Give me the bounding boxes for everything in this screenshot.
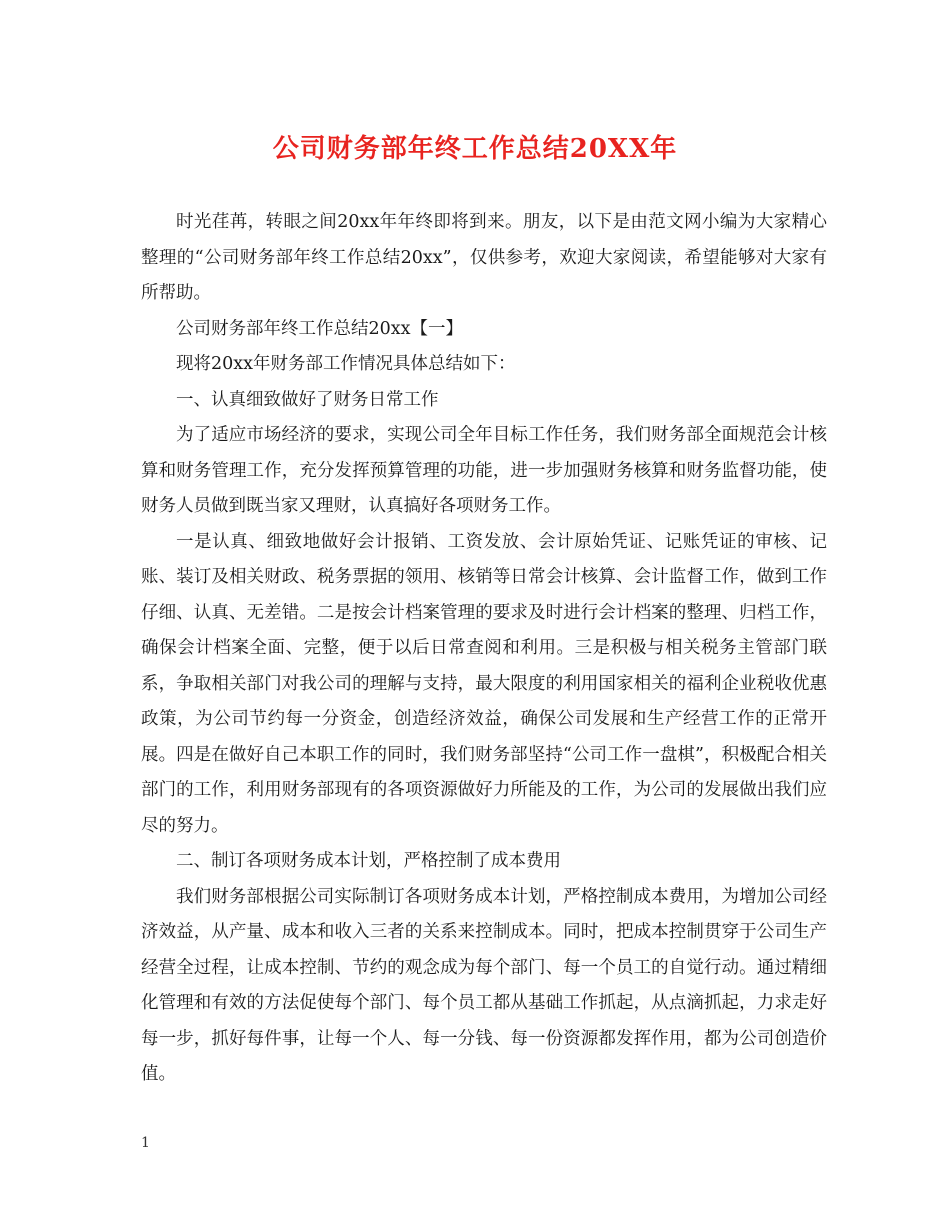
body-paragraph: 我们财务部根据公司实际制订各项财务成本计划，严格控制成本费用，为增加公司经济效益，从产量、成本和收入三者的关系来控制成本。同时，把成本控制贯穿于公司生产经营全过程，让成本控制、节约的观念成为每个部门、每一个员工的自觉行动。通过精细化管理和有效的方法促使每个部门、每个员工都从基础工作抓起，从点滴抓起，力求走好每一步，抓好每件事，让每一个人、每一分钱、每一份资源都发挥作用，都为公司创造价值。 xyxy=(141,886,827,1084)
body-paragraph: 为了适应市场经济的要求，实现公司全年目标工作任务，我们财务部全面规范会计核算和财务管理工作，充分发挥预算管理的功能，进一步加强财务核算和财务监督功能，使财务人员做到既当家又理财，认真搞好各项财务工作。 xyxy=(141,425,827,516)
document-title: 公司财务部年终工作总结20XX年 xyxy=(272,134,678,164)
subsection-heading-2: 二、制订各项财务成本计划，严格控制了成本费用 xyxy=(176,851,561,871)
section-heading: 公司财务部年终工作总结20xx【一】 xyxy=(176,318,464,339)
intro-paragraph: 时光荏苒，转眼之间20xx年年终即将到来。朋友，以下是由范文网小编为大家精心整理的“公司财务部年终工作总结20xx”，仅供参考，欢迎大家阅读，希望能够对大家有所帮助。 xyxy=(141,212,827,303)
page-number: 1 xyxy=(141,1135,150,1151)
document-body xyxy=(141,205,827,1093)
summary-intro-paragraph: 现将20xx年财务部工作情况具体总结如下： xyxy=(176,354,516,374)
subsection-heading-1: 一、认真细致做好了财务日常工作 xyxy=(176,389,439,410)
body-paragraph: 一是认真、细致地做好会计报销、工资发放、会计原始凭证、记账凭证的审核、记账、装订及相关财政、税务票据的领用、核销等日常会计核算、会计监督工作，做到工作仔细、认真、无差错。二是按会计档案管理的要求及时进行会计档案的整理、归档工作，确保会计档案全面、完整，便于以后日常查阅和利用。三是积极与相关税务主管部门联系，争取相关部门对我公司的理解与支持，最大限度的利用国家相关的福利企业税收优惠政策，为公司节约每一分资金，创造经济效益，确保公司发展和生产经营工作的正常开展。四是在做好自己本职工作的同时，我们财务部坚持“公司工作一盘棋”，积极配合相关部门的工作，利用财务部现有的各项资源做好力所能及的工作，为公司的发展做出我们应尽的努力。 xyxy=(141,531,827,836)
